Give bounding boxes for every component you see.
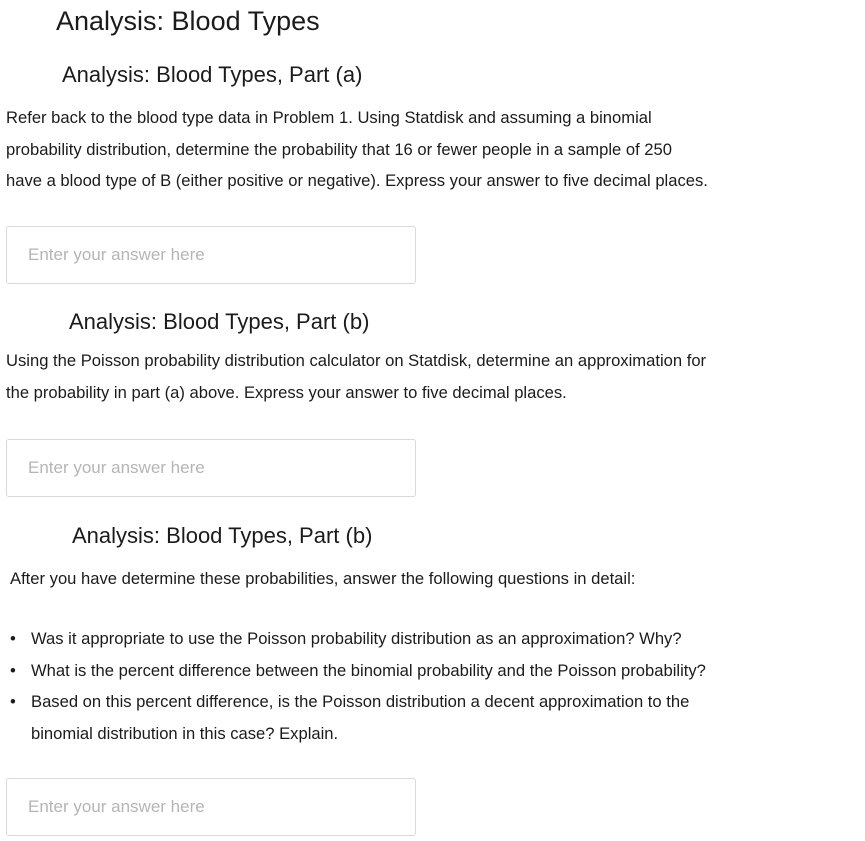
part-a-question <box>6 102 708 197</box>
list-item <box>7 686 706 749</box>
part-c-intro: After you have determine these probabilities, answer the following questions in detail: <box>10 569 636 588</box>
list-item-text: Based on this percent difference, is the Poisson distribution a decent approximation to the <box>31 692 690 711</box>
list-item-text: Was it appropriate to use the Poisson probability distribution as an approximation? Why? <box>31 629 682 648</box>
part-a-question-line: have a blood type of B (either positive or negative). Express your answer to five decimal places. <box>6 171 708 190</box>
part-c-answer-input[interactable] <box>6 778 416 836</box>
part-a-answer-input[interactable] <box>6 226 416 284</box>
part-b-question-line: Using the Poisson probability distribution calculator on Statdisk, determine an approximation for <box>6 351 707 370</box>
bullet-icon: • <box>10 692 16 711</box>
page-title: Analysis: Blood Types <box>56 6 320 36</box>
part-a-question-line: Refer back to the blood type data in Problem 1. Using Statdisk and assuming a binomial <box>6 108 652 127</box>
bullet-icon: • <box>10 660 16 680</box>
list-item-text: binomial distribution in this case? Explain. <box>31 723 339 743</box>
bullet-icon: • <box>10 629 16 648</box>
part-a-title: Analysis: Blood Types, Part (a) <box>62 62 363 87</box>
part-c-question-list <box>7 623 706 749</box>
part-a-question-line: probability distribution, determine the probability that 16 or fewer people in a sample of 250 <box>6 139 672 159</box>
part-b-answer-input[interactable] <box>6 439 416 497</box>
part-b-question <box>6 345 706 408</box>
part-b-question-line: the probability in part (a) above. Express your answer to five decimal places. <box>6 382 567 402</box>
list-item-text: What is the percent difference between the binomial probability and the Poisson probability? <box>31 660 706 680</box>
part-b-title: Analysis: Blood Types, Part (b) <box>69 309 370 334</box>
part-c-title: Analysis: Blood Types, Part (b) <box>72 523 373 548</box>
list-item <box>7 623 706 655</box>
list-item <box>7 655 706 687</box>
